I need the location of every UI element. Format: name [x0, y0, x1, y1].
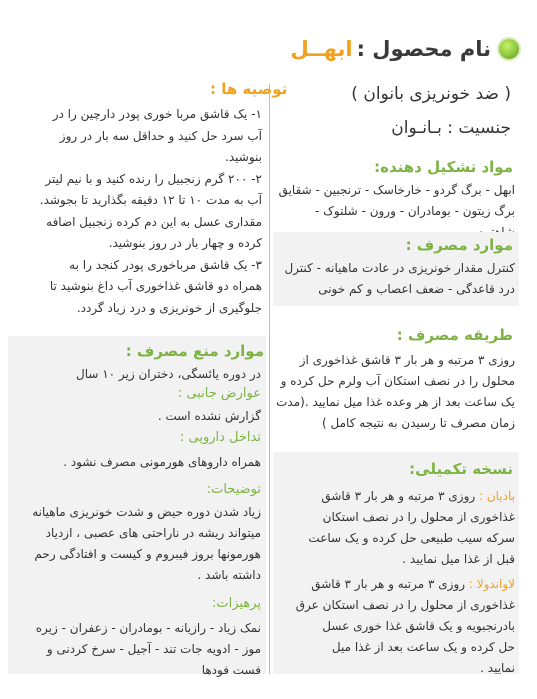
- recommendation-line: ۳- یک قاشق مرباخوری پودر کنجد را به: [69, 257, 262, 272]
- usage-line: کنترل مقدار خونریزی در عادت ماهیانه - کنترل: [284, 261, 515, 275]
- supplement-item-lavandula: [275, 574, 515, 679]
- supplement-line: لاواندولا : روزی ۳ مرتبه و هر بار ۳ قاشق: [311, 577, 515, 591]
- usage-text: [275, 258, 515, 300]
- method-line: یک ساعت بعد از هر وعده غذا میل نمایید .(مدت: [276, 395, 515, 409]
- green-bullet-icon: [499, 39, 519, 59]
- recommendation-line: جلوگیری از خونریزی و درد زیاد گردد.: [76, 300, 262, 315]
- gender-value: بـانـوان: [391, 118, 442, 138]
- method-line: روزی ۳ مرتبه و هر بار ۳ قاشق غذاخوری از: [299, 353, 515, 367]
- gender-row: [391, 118, 511, 138]
- title-label: نام محصول :: [356, 37, 491, 61]
- gender-label: جنسیت :: [447, 118, 511, 138]
- recommendation-line: همراه دو قاشق غذاخوری آب داغ بنوشید تا: [49, 279, 262, 293]
- avoid-text: [7, 618, 261, 681]
- ingredients-line: ابهل - برگ گردو - خارخاسک - ترنجبین - شقایق: [278, 183, 515, 197]
- notes-line: زیاد شدن دوره حیض و شدت خونریزی ماهیانه: [32, 505, 261, 519]
- method-line: زمان مصرف تا رسیدن به نتیجه کامل ): [322, 416, 515, 430]
- supplement-line: حل کرده و یک ساعت بعد از غذا میل: [331, 640, 515, 654]
- supplement-heading: نسخه تکمیلی:: [409, 460, 513, 478]
- interactions-heading: تداخل دارویی :: [180, 430, 261, 445]
- notes-line: هورمونها بروز فیبروم و کیست و افتادگی رحم: [34, 547, 261, 561]
- product-name: ابهــل: [290, 37, 353, 61]
- title-row: [291, 34, 519, 64]
- avoid-heading: پرهیزات:: [212, 596, 261, 611]
- product-subtitle: ( ضد خونریزی بانوان ): [351, 84, 511, 104]
- side-effects-heading: عوارض جانبی :: [177, 386, 261, 401]
- notes-heading: توضیحات:: [206, 482, 261, 497]
- notes-text: [7, 502, 261, 586]
- ingredients-heading: مواد تشکیل دهنده:: [374, 158, 513, 176]
- avoid-line: موز - ادویه جات تند - آجیل - سرخ کردنی و: [46, 642, 261, 656]
- supplement-line: بادرنجبویه و یک قاشق غذا خوری عسل: [322, 619, 515, 633]
- recommendations-text: [8, 104, 262, 319]
- recommendation-line: آب به مدت ۱۰ تا ۱۲ دقیقه بگذارید تا بجوشد.: [39, 193, 262, 207]
- contraindications-text: در دوره یائسگی، دختران زیر ۱۰ سال: [75, 367, 261, 381]
- supplement-line: نمایید .: [480, 661, 515, 675]
- supplement-line: سرکه سیب طبیعی حل کرده و یک ساعت: [308, 531, 515, 545]
- recommendation-line: آب سرد حل کنید و حداقل سه بار در روز: [59, 128, 262, 143]
- side-effects-text: گزارش نشده است .: [157, 409, 261, 423]
- notes-line: داشته باشد .: [197, 568, 261, 582]
- avoid-line: فست فودها: [201, 663, 261, 677]
- method-line: محلول را در نصف استکان آب ولرم حل کرده و: [280, 374, 515, 388]
- recommendation-line: مقداری عسل به این دم کرده زنجبیل اضافه: [46, 214, 262, 229]
- ingredients-line: برگ زیتون - بومادران - ورون - شلتوک -: [315, 204, 515, 218]
- supplement-line: قبل از غذا میل نمایید .: [402, 552, 515, 566]
- contraindications-heading: موارد منع مصرف :: [125, 342, 264, 360]
- supplement-line: بادیان : روزی ۳ مرتبه و هر بار ۳ قاشق: [321, 489, 515, 503]
- interactions-text: همراه داروهای هورمونی مصرف نشود .: [63, 455, 261, 469]
- method-heading: طریقه مصرف :: [396, 326, 513, 344]
- supplement-line: غذاخوری از محلول را در نصف استکان: [322, 510, 515, 524]
- recommendations-heading: توصیه ها :: [210, 80, 288, 98]
- badian-label: بادیان :: [478, 489, 515, 503]
- recommendation-line: ۲- ۲۰۰ گرم زنجبیل را رنده کنید و با نیم لیتر: [45, 171, 262, 186]
- usage-heading: موارد مصرف :: [405, 236, 513, 254]
- method-text: [275, 350, 515, 434]
- notes-line: میتواند ریشه در ناراحتی های عصبی ، ازدیاد: [45, 526, 261, 540]
- avoid-line: نمک زیاد - رازیانه - بومادران - زعفران - زیره: [35, 621, 261, 635]
- recommendation-line: ۱- یک قاشق مربا خوری پودر دارچین را در: [52, 107, 262, 121]
- usage-line: درد قاعدگی - ضعف اعصاب و کم خونی: [318, 282, 515, 296]
- recommendation-line: بنوشید.: [225, 150, 262, 164]
- column-divider: [269, 84, 270, 674]
- recommendation-line: کرده و چهار بار در روز بنوشید.: [108, 236, 262, 250]
- supplement-line: غذاخوری از محلول را در نصف استکان عرق: [295, 598, 515, 612]
- lavandula-label: لاواندولا :: [468, 577, 515, 591]
- supplement-item-badian: [275, 486, 515, 570]
